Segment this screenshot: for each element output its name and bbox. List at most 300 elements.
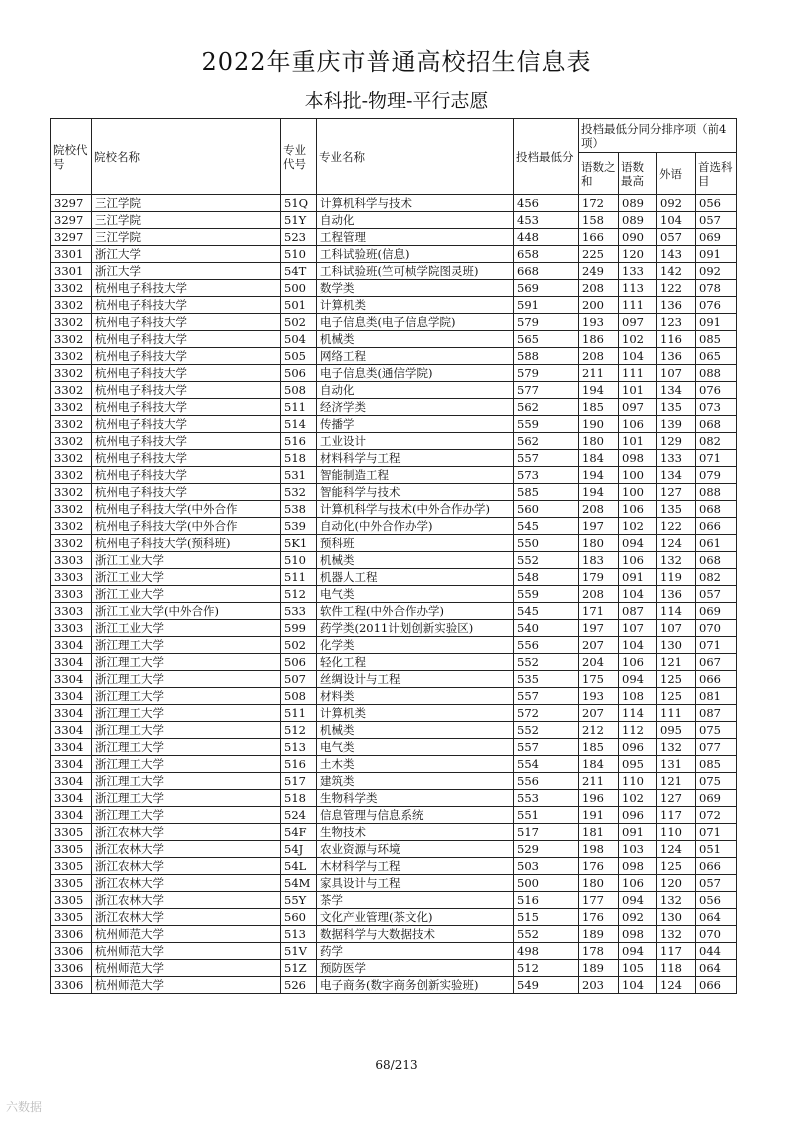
cell-min-score: 579 xyxy=(514,314,579,331)
cell-chinese-math-max: 104 xyxy=(619,977,657,994)
cell-min-score: 556 xyxy=(514,773,579,790)
cell-chinese-math-max: 111 xyxy=(619,365,657,382)
cell-foreign: 117 xyxy=(657,943,696,960)
cell-major-name: 自动化 xyxy=(317,382,514,399)
cell-foreign: 125 xyxy=(657,688,696,705)
cell-major-code: 505 xyxy=(281,348,317,365)
cell-major-name: 材料类 xyxy=(317,688,514,705)
cell-school-name: 浙江理工大学 xyxy=(92,671,281,688)
cell-school-code: 3304 xyxy=(51,790,92,807)
cell-major-code: 501 xyxy=(281,297,317,314)
cell-chinese-math-max: 107 xyxy=(619,620,657,637)
cell-foreign: 133 xyxy=(657,450,696,467)
table-row xyxy=(51,705,737,722)
cell-min-score: 591 xyxy=(514,297,579,314)
cell-major-name: 生物技术 xyxy=(317,824,514,841)
cell-major-code: 54M xyxy=(281,875,317,892)
table-row xyxy=(51,399,737,416)
cell-chinese-math-sum: 193 xyxy=(579,688,619,705)
cell-school-code: 3306 xyxy=(51,977,92,994)
cell-foreign: 139 xyxy=(657,416,696,433)
cell-major-code: 500 xyxy=(281,280,317,297)
table-row xyxy=(51,943,737,960)
cell-chinese-math-max: 090 xyxy=(619,229,657,246)
cell-major-name: 生物科学类 xyxy=(317,790,514,807)
cell-foreign: 134 xyxy=(657,467,696,484)
cell-foreign: 125 xyxy=(657,858,696,875)
cell-min-score: 552 xyxy=(514,552,579,569)
cell-chinese-math-max: 100 xyxy=(619,467,657,484)
cell-school-code: 3302 xyxy=(51,331,92,348)
cell-chinese-math-sum: 208 xyxy=(579,348,619,365)
cell-foreign: 092 xyxy=(657,195,696,212)
cell-school-code: 3305 xyxy=(51,858,92,875)
cell-chinese-math-sum: 183 xyxy=(579,552,619,569)
cell-school-code: 3304 xyxy=(51,722,92,739)
cell-major-code: 513 xyxy=(281,926,317,943)
table-row xyxy=(51,926,737,943)
cell-major-code: 526 xyxy=(281,977,317,994)
table-row xyxy=(51,671,737,688)
cell-min-score: 500 xyxy=(514,875,579,892)
cell-major-name: 计算机类 xyxy=(317,297,514,314)
cell-major-name: 自动化(中外合作办学) xyxy=(317,518,514,535)
cell-chinese-math-sum: 158 xyxy=(579,212,619,229)
cell-first-subject: 091 xyxy=(696,314,737,331)
cell-first-subject: 088 xyxy=(696,365,737,382)
cell-school-name: 三江学院 xyxy=(92,229,281,246)
cell-chinese-math-sum: 189 xyxy=(579,960,619,977)
cell-min-score: 515 xyxy=(514,909,579,926)
cell-school-name: 浙江大学 xyxy=(92,263,281,280)
cell-chinese-math-max: 106 xyxy=(619,416,657,433)
cell-foreign: 116 xyxy=(657,331,696,348)
cell-major-name: 智能制造工程 xyxy=(317,467,514,484)
cell-major-name: 信息管理与信息系统 xyxy=(317,807,514,824)
cell-min-score: 557 xyxy=(514,688,579,705)
table-row xyxy=(51,807,737,824)
table-row xyxy=(51,246,737,263)
cell-first-subject: 075 xyxy=(696,722,737,739)
cell-first-subject: 069 xyxy=(696,229,737,246)
cell-foreign: 135 xyxy=(657,399,696,416)
table-row xyxy=(51,603,737,620)
cell-major-name: 数学类 xyxy=(317,280,514,297)
cell-chinese-math-sum: 184 xyxy=(579,450,619,467)
cell-foreign: 136 xyxy=(657,586,696,603)
cell-major-code: 514 xyxy=(281,416,317,433)
cell-school-name: 杭州师范大学 xyxy=(92,960,281,977)
table-row xyxy=(51,739,737,756)
cell-first-subject: 070 xyxy=(696,620,737,637)
cell-major-code: 502 xyxy=(281,637,317,654)
cell-foreign: 136 xyxy=(657,297,696,314)
cell-first-subject: 068 xyxy=(696,501,737,518)
table-row xyxy=(51,195,737,212)
table-row xyxy=(51,909,737,926)
cell-chinese-math-max: 104 xyxy=(619,586,657,603)
cell-chinese-math-sum: 203 xyxy=(579,977,619,994)
cell-major-code: 54F xyxy=(281,824,317,841)
cell-chinese-math-max: 094 xyxy=(619,943,657,960)
cell-school-code: 3306 xyxy=(51,926,92,943)
cell-first-subject: 092 xyxy=(696,263,737,280)
cell-first-subject: 057 xyxy=(696,875,737,892)
table-row xyxy=(51,858,737,875)
cell-school-name: 杭州电子科技大学 xyxy=(92,382,281,399)
cell-major-code: 512 xyxy=(281,722,317,739)
cell-major-name: 化学类 xyxy=(317,637,514,654)
cell-major-code: 523 xyxy=(281,229,317,246)
cell-school-name: 浙江工业大学 xyxy=(92,620,281,637)
cell-chinese-math-max: 133 xyxy=(619,263,657,280)
cell-school-name: 浙江理工大学 xyxy=(92,637,281,654)
cell-major-name: 电子商务(数字商务创新实验班) xyxy=(317,977,514,994)
cell-school-code: 3302 xyxy=(51,399,92,416)
cell-major-code: 51Z xyxy=(281,960,317,977)
cell-major-code: 517 xyxy=(281,773,317,790)
cell-major-name: 智能科学与技术 xyxy=(317,484,514,501)
table-row xyxy=(51,314,737,331)
cell-chinese-math-max: 108 xyxy=(619,688,657,705)
table-row xyxy=(51,365,737,382)
cell-chinese-math-max: 102 xyxy=(619,518,657,535)
cell-school-name: 浙江农林大学 xyxy=(92,875,281,892)
cell-chinese-math-sum: 179 xyxy=(579,569,619,586)
cell-chinese-math-sum: 208 xyxy=(579,586,619,603)
cell-major-name: 药学类(2011计划创新实验区) xyxy=(317,620,514,637)
cell-min-score: 453 xyxy=(514,212,579,229)
cell-school-code: 3305 xyxy=(51,892,92,909)
cell-school-code: 3304 xyxy=(51,807,92,824)
cell-foreign: 124 xyxy=(657,535,696,552)
cell-major-name: 茶学 xyxy=(317,892,514,909)
cell-chinese-math-sum: 178 xyxy=(579,943,619,960)
cell-major-code: 51V xyxy=(281,943,317,960)
cell-chinese-math-max: 120 xyxy=(619,246,657,263)
cell-major-name: 自动化 xyxy=(317,212,514,229)
cell-school-name: 浙江理工大学 xyxy=(92,807,281,824)
cell-major-code: 518 xyxy=(281,450,317,467)
cell-major-code: 55Y xyxy=(281,892,317,909)
header-chinese-math-sum: 语数之和 xyxy=(579,153,619,195)
cell-chinese-math-sum: 180 xyxy=(579,433,619,450)
cell-foreign: 127 xyxy=(657,790,696,807)
cell-school-name: 浙江理工大学 xyxy=(92,688,281,705)
cell-chinese-math-max: 113 xyxy=(619,280,657,297)
table-body xyxy=(51,195,737,994)
cell-school-code: 3302 xyxy=(51,518,92,535)
cell-min-score: 554 xyxy=(514,756,579,773)
cell-school-name: 杭州电子科技大学 xyxy=(92,399,281,416)
cell-school-code: 3304 xyxy=(51,739,92,756)
cell-first-subject: 068 xyxy=(696,552,737,569)
cell-major-code: 560 xyxy=(281,909,317,926)
cell-major-code: 538 xyxy=(281,501,317,518)
cell-school-code: 3305 xyxy=(51,841,92,858)
cell-major-name: 材料科学与工程 xyxy=(317,450,514,467)
cell-major-name: 工程管理 xyxy=(317,229,514,246)
cell-foreign: 123 xyxy=(657,314,696,331)
cell-school-name: 杭州电子科技大学 xyxy=(92,484,281,501)
cell-chinese-math-sum: 172 xyxy=(579,195,619,212)
cell-chinese-math-sum: 171 xyxy=(579,603,619,620)
table-row xyxy=(51,229,737,246)
cell-min-score: 557 xyxy=(514,450,579,467)
cell-foreign: 132 xyxy=(657,926,696,943)
cell-min-score: 569 xyxy=(514,280,579,297)
table-row xyxy=(51,637,737,654)
cell-major-code: 508 xyxy=(281,688,317,705)
cell-school-code: 3304 xyxy=(51,773,92,790)
cell-min-score: 560 xyxy=(514,501,579,518)
cell-chinese-math-sum: 207 xyxy=(579,705,619,722)
cell-first-subject: 066 xyxy=(696,671,737,688)
cell-first-subject: 091 xyxy=(696,246,737,263)
cell-foreign: 130 xyxy=(657,909,696,926)
cell-major-code: 510 xyxy=(281,246,317,263)
cell-first-subject: 085 xyxy=(696,756,737,773)
cell-chinese-math-sum: 225 xyxy=(579,246,619,263)
cell-foreign: 107 xyxy=(657,365,696,382)
cell-chinese-math-max: 111 xyxy=(619,297,657,314)
page-subtitle: 本科批-物理-平行志愿 xyxy=(304,90,489,112)
cell-first-subject: 057 xyxy=(696,586,737,603)
cell-min-score: 498 xyxy=(514,943,579,960)
table-row xyxy=(51,280,737,297)
cell-min-score: 503 xyxy=(514,858,579,875)
cell-chinese-math-max: 104 xyxy=(619,637,657,654)
cell-chinese-math-sum: 197 xyxy=(579,620,619,637)
cell-school-code: 3303 xyxy=(51,552,92,569)
page-number: 68/213 xyxy=(375,1058,418,1072)
cell-major-name: 电气类 xyxy=(317,586,514,603)
cell-school-name: 浙江理工大学 xyxy=(92,705,281,722)
cell-major-name: 经济学类 xyxy=(317,399,514,416)
cell-foreign: 124 xyxy=(657,841,696,858)
cell-school-code: 3302 xyxy=(51,348,92,365)
cell-chinese-math-sum: 194 xyxy=(579,382,619,399)
cell-min-score: 540 xyxy=(514,620,579,637)
cell-foreign: 132 xyxy=(657,892,696,909)
cell-school-name: 浙江理工大学 xyxy=(92,756,281,773)
admission-table xyxy=(50,118,737,994)
cell-school-code: 3303 xyxy=(51,569,92,586)
cell-foreign: 057 xyxy=(657,229,696,246)
cell-major-name: 丝绸设计与工程 xyxy=(317,671,514,688)
cell-chinese-math-sum: 193 xyxy=(579,314,619,331)
cell-foreign: 134 xyxy=(657,382,696,399)
cell-school-name: 杭州电子科技大学 xyxy=(92,280,281,297)
cell-chinese-math-sum: 212 xyxy=(579,722,619,739)
cell-school-code: 3305 xyxy=(51,875,92,892)
cell-major-name: 数据科学与大数据技术 xyxy=(317,926,514,943)
cell-major-code: 516 xyxy=(281,433,317,450)
cell-school-code: 3304 xyxy=(51,671,92,688)
cell-major-name: 机器人工程 xyxy=(317,569,514,586)
cell-major-name: 计算机类 xyxy=(317,705,514,722)
cell-first-subject: 056 xyxy=(696,195,737,212)
cell-school-name: 杭州电子科技大学 xyxy=(92,365,281,382)
header-chinese-math-max: 语数最高 xyxy=(619,153,657,195)
header-school-name: 院校名称 xyxy=(92,119,281,195)
cell-chinese-math-sum: 177 xyxy=(579,892,619,909)
watermark-text: 六数据 xyxy=(6,1100,43,1114)
cell-school-code: 3302 xyxy=(51,535,92,552)
cell-min-score: 552 xyxy=(514,926,579,943)
cell-chinese-math-sum: 175 xyxy=(579,671,619,688)
cell-min-score: 517 xyxy=(514,824,579,841)
cell-major-name: 农业资源与环境 xyxy=(317,841,514,858)
table-row xyxy=(51,722,737,739)
table-row xyxy=(51,960,737,977)
cell-chinese-math-max: 098 xyxy=(619,858,657,875)
cell-chinese-math-sum: 194 xyxy=(579,467,619,484)
cell-major-name: 轻化工程 xyxy=(317,654,514,671)
cell-foreign: 129 xyxy=(657,433,696,450)
cell-first-subject: 077 xyxy=(696,739,737,756)
cell-major-code: 54T xyxy=(281,263,317,280)
cell-major-name: 软件工程(中外合作办学) xyxy=(317,603,514,620)
cell-school-name: 杭州电子科技大学 xyxy=(92,348,281,365)
cell-school-name: 浙江工业大学 xyxy=(92,569,281,586)
cell-min-score: 512 xyxy=(514,960,579,977)
cell-major-name: 木材科学与工程 xyxy=(317,858,514,875)
cell-school-name: 浙江农林大学 xyxy=(92,824,281,841)
cell-chinese-math-sum: 185 xyxy=(579,739,619,756)
cell-school-name: 杭州电子科技大学(中外合作 xyxy=(92,501,281,518)
cell-min-score: 668 xyxy=(514,263,579,280)
cell-major-code: 539 xyxy=(281,518,317,535)
cell-first-subject: 073 xyxy=(696,399,737,416)
cell-foreign: 121 xyxy=(657,773,696,790)
cell-school-code: 3297 xyxy=(51,195,92,212)
header-major-code: 专业代号 xyxy=(281,119,317,195)
cell-foreign: 122 xyxy=(657,280,696,297)
cell-min-score: 529 xyxy=(514,841,579,858)
table-row xyxy=(51,518,737,535)
table-row xyxy=(51,450,737,467)
cell-school-code: 3302 xyxy=(51,314,92,331)
cell-foreign: 111 xyxy=(657,705,696,722)
cell-school-code: 3302 xyxy=(51,501,92,518)
cell-foreign: 110 xyxy=(657,824,696,841)
table-row xyxy=(51,841,737,858)
cell-school-code: 3306 xyxy=(51,960,92,977)
cell-chinese-math-max: 096 xyxy=(619,807,657,824)
cell-school-code: 3304 xyxy=(51,688,92,705)
cell-foreign: 132 xyxy=(657,739,696,756)
table-row xyxy=(51,501,737,518)
cell-major-name: 电气类 xyxy=(317,739,514,756)
cell-first-subject: 088 xyxy=(696,484,737,501)
cell-school-name: 杭州电子科技大学 xyxy=(92,433,281,450)
cell-school-name: 杭州电子科技大学 xyxy=(92,450,281,467)
cell-major-name: 工业设计 xyxy=(317,433,514,450)
cell-major-name: 建筑类 xyxy=(317,773,514,790)
cell-min-score: 559 xyxy=(514,586,579,603)
cell-foreign: 132 xyxy=(657,552,696,569)
cell-major-name: 预科班 xyxy=(317,535,514,552)
cell-school-name: 杭州电子科技大学 xyxy=(92,331,281,348)
cell-chinese-math-sum: 208 xyxy=(579,280,619,297)
cell-first-subject: 081 xyxy=(696,688,737,705)
cell-first-subject: 069 xyxy=(696,790,737,807)
cell-first-subject: 068 xyxy=(696,416,737,433)
cell-min-score: 562 xyxy=(514,399,579,416)
cell-foreign: 122 xyxy=(657,518,696,535)
cell-major-name: 机械类 xyxy=(317,552,514,569)
cell-chinese-math-sum: 180 xyxy=(579,535,619,552)
cell-foreign: 107 xyxy=(657,620,696,637)
cell-first-subject: 071 xyxy=(696,824,737,841)
cell-school-code: 3297 xyxy=(51,229,92,246)
cell-major-code: 504 xyxy=(281,331,317,348)
cell-school-code: 3302 xyxy=(51,433,92,450)
cell-chinese-math-max: 106 xyxy=(619,654,657,671)
cell-school-name: 三江学院 xyxy=(92,195,281,212)
cell-major-name: 传播学 xyxy=(317,416,514,433)
cell-min-score: 573 xyxy=(514,467,579,484)
cell-school-name: 杭州电子科技大学 xyxy=(92,467,281,484)
cell-min-score: 516 xyxy=(514,892,579,909)
cell-school-code: 3304 xyxy=(51,705,92,722)
cell-first-subject: 066 xyxy=(696,518,737,535)
cell-chinese-math-sum: 185 xyxy=(579,399,619,416)
cell-major-code: 511 xyxy=(281,569,317,586)
cell-school-name: 浙江工业大学(中外合作) xyxy=(92,603,281,620)
cell-chinese-math-max: 097 xyxy=(619,314,657,331)
cell-foreign: 143 xyxy=(657,246,696,263)
cell-min-score: 588 xyxy=(514,348,579,365)
cell-school-name: 杭州师范大学 xyxy=(92,926,281,943)
cell-major-name: 计算机科学与技术(中外合作办学) xyxy=(317,501,514,518)
header-school-code: 院校代号 xyxy=(51,119,92,195)
cell-min-score: 548 xyxy=(514,569,579,586)
header-first-subject: 首选科目 xyxy=(696,153,737,195)
cell-school-code: 3297 xyxy=(51,212,92,229)
cell-first-subject: 069 xyxy=(696,603,737,620)
header-major-name: 专业名称 xyxy=(317,119,514,195)
cell-school-name: 杭州电子科技大学 xyxy=(92,297,281,314)
cell-major-code: 532 xyxy=(281,484,317,501)
cell-chinese-math-sum: 176 xyxy=(579,909,619,926)
cell-min-score: 565 xyxy=(514,331,579,348)
cell-foreign: 125 xyxy=(657,671,696,688)
cell-chinese-math-sum: 166 xyxy=(579,229,619,246)
cell-chinese-math-sum: 180 xyxy=(579,875,619,892)
cell-foreign: 131 xyxy=(657,756,696,773)
table-row xyxy=(51,977,737,994)
cell-school-name: 浙江农林大学 xyxy=(92,858,281,875)
cell-chinese-math-max: 114 xyxy=(619,705,657,722)
cell-chinese-math-max: 101 xyxy=(619,382,657,399)
cell-first-subject: 076 xyxy=(696,297,737,314)
cell-min-score: 535 xyxy=(514,671,579,688)
cell-school-code: 3302 xyxy=(51,467,92,484)
cell-first-subject: 061 xyxy=(696,535,737,552)
cell-school-code: 3306 xyxy=(51,943,92,960)
cell-chinese-math-sum: 200 xyxy=(579,297,619,314)
cell-chinese-math-max: 097 xyxy=(619,399,657,416)
cell-major-name: 计算机科学与技术 xyxy=(317,195,514,212)
cell-first-subject: 079 xyxy=(696,467,737,484)
cell-chinese-math-max: 095 xyxy=(619,756,657,773)
cell-min-score: 579 xyxy=(514,365,579,382)
table-row xyxy=(51,212,737,229)
cell-first-subject: 051 xyxy=(696,841,737,858)
cell-chinese-math-sum: 198 xyxy=(579,841,619,858)
